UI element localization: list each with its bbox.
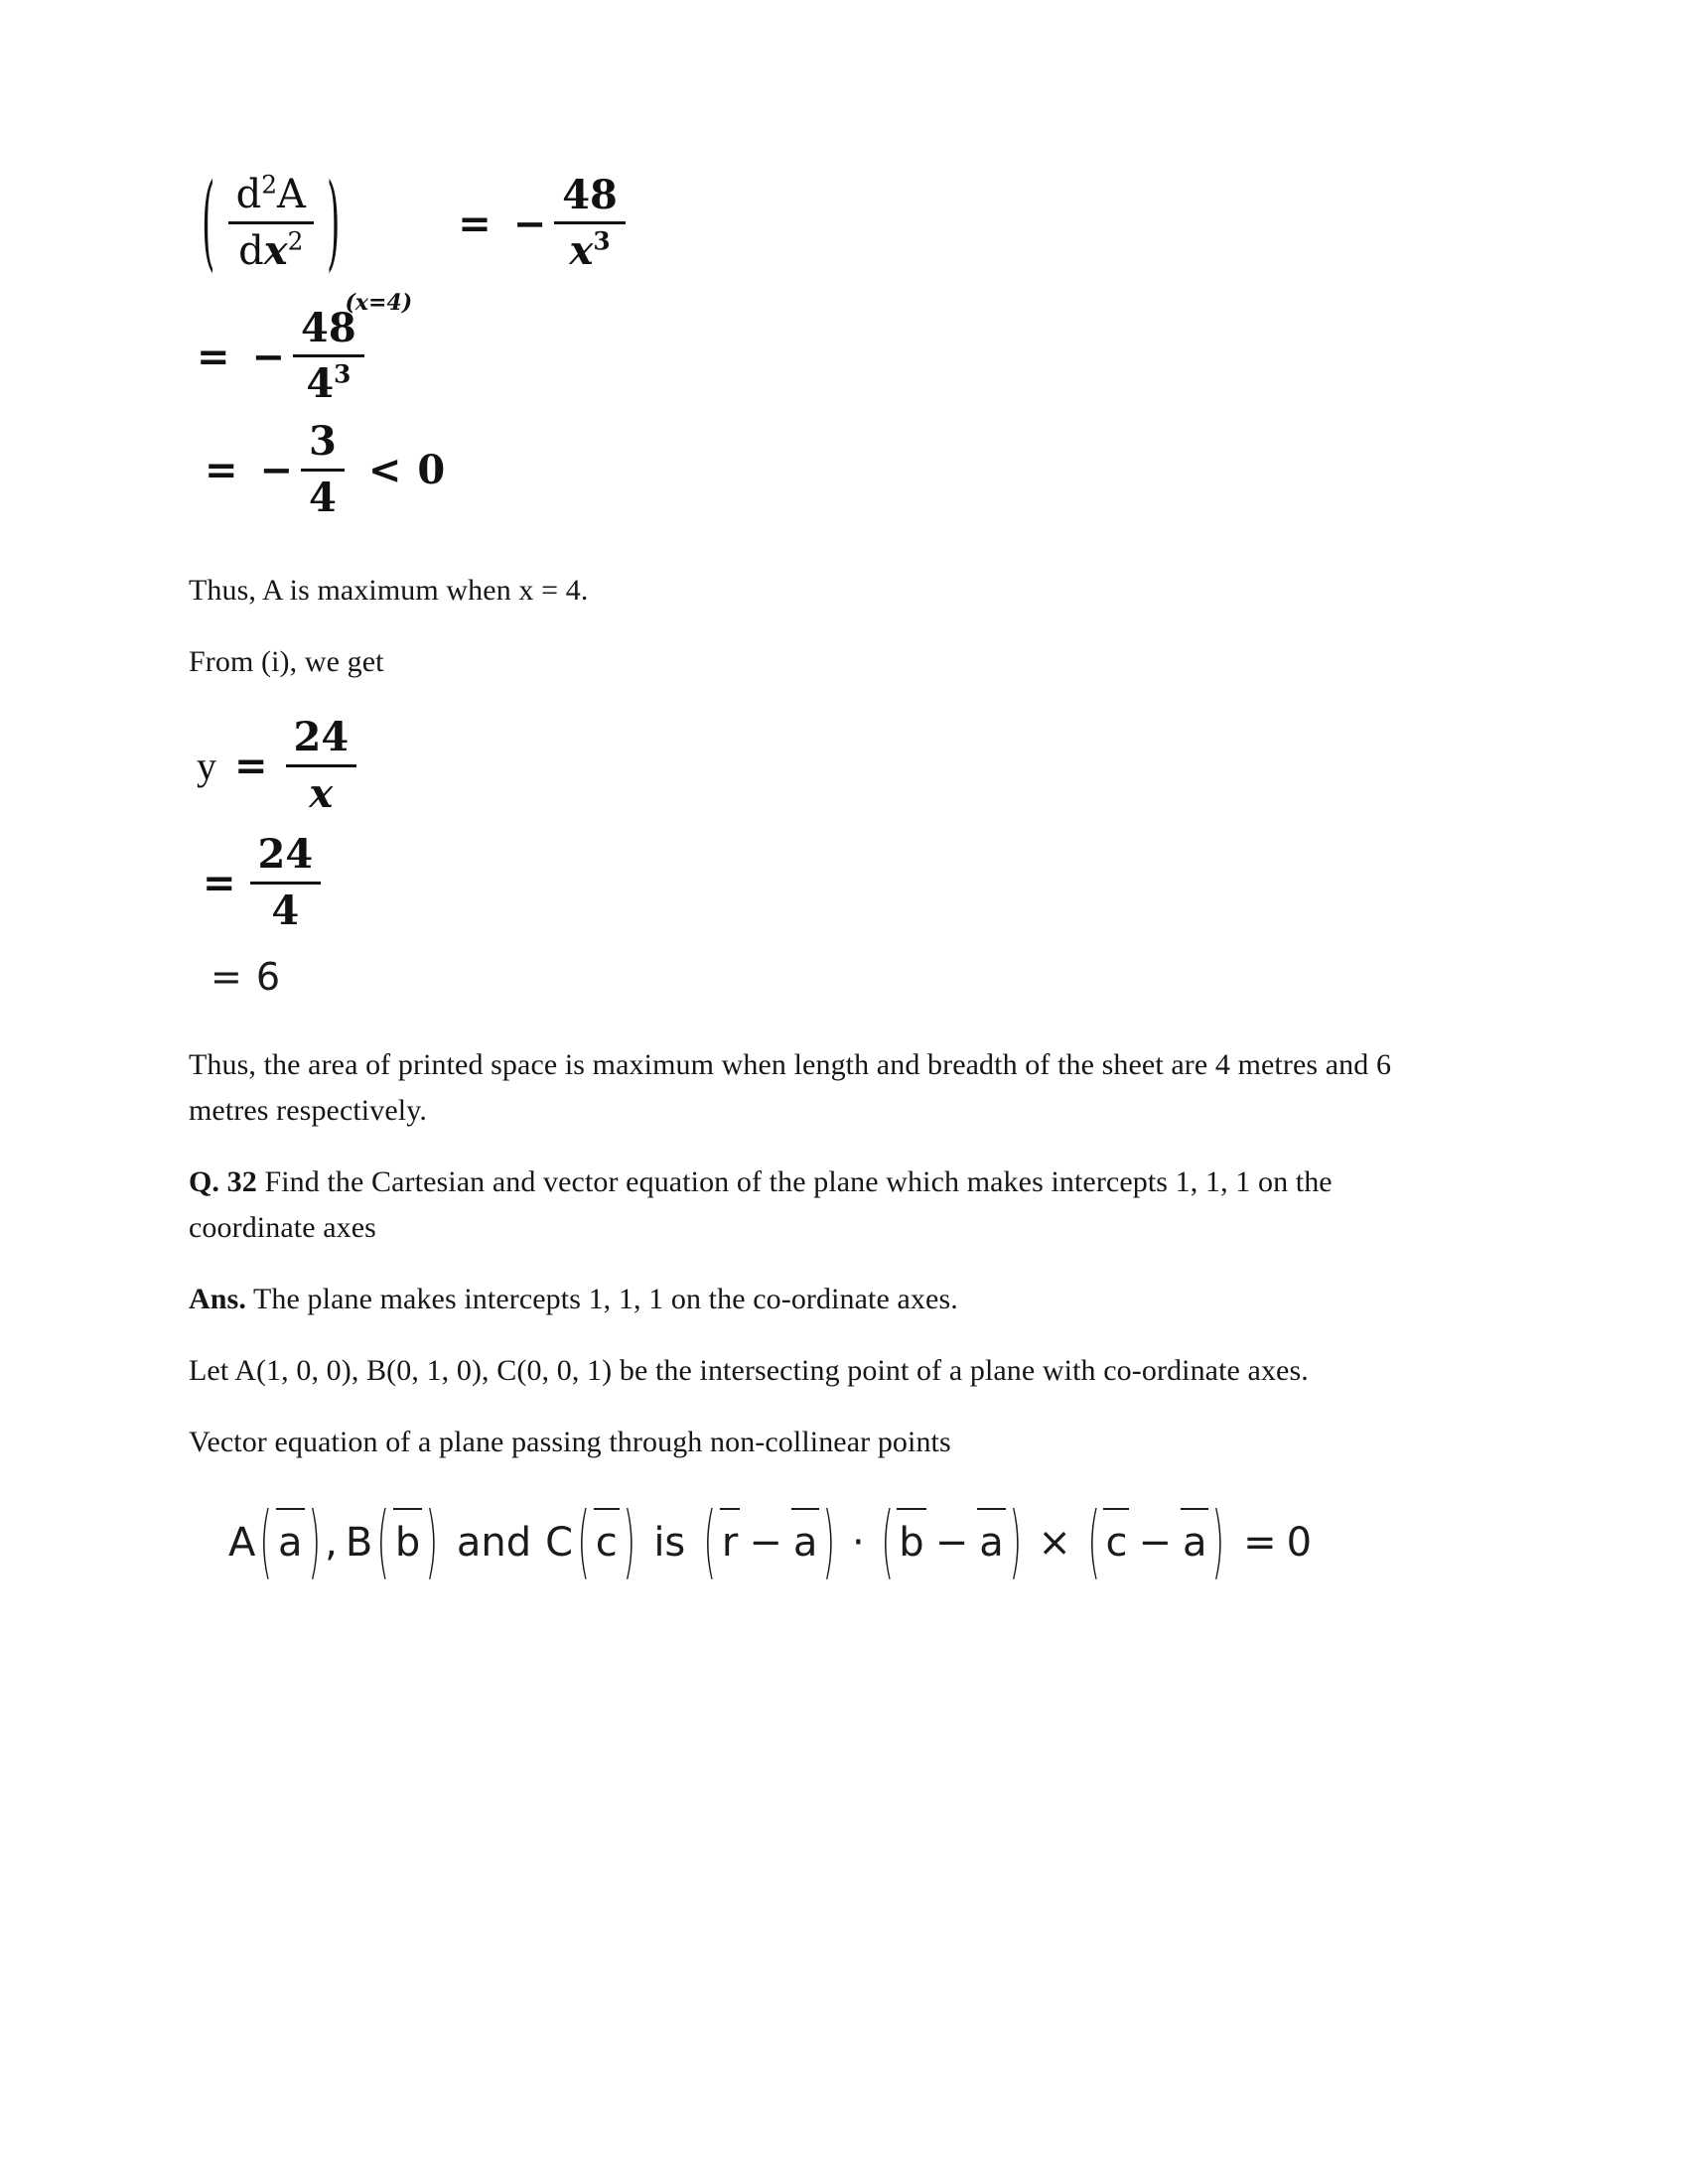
value-6: 6 bbox=[255, 955, 281, 999]
fraction-denominator: 4 bbox=[309, 474, 337, 521]
evaluation-subscript: (x=4) bbox=[345, 290, 413, 316]
point-C-label: C bbox=[545, 1520, 574, 1566]
minus-sign: − bbox=[251, 333, 286, 380]
question-text: Find the Cartesian and vector equation of the plane which makes intercepts 1, 1, 1 on the coordinate axes bbox=[189, 1165, 1333, 1244]
fraction-bar bbox=[286, 764, 357, 767]
fraction-bar bbox=[554, 221, 626, 224]
statement-let-points: Let A(1, 0, 0), B(0, 1, 0), C(0, 0, 1) be the intersecting point of a plane with co-ordinate axes. bbox=[189, 1354, 1309, 1387]
equation-second-derivative bbox=[197, 149, 1455, 316]
zero-value: 0 bbox=[417, 446, 446, 493]
exponent-2: 2 bbox=[287, 226, 304, 256]
vector-a: a bbox=[1182, 1520, 1207, 1566]
conclusion-sheet-dimensions: Thus, the area of printed space is maximum when length and breadth of the sheet are 4 metres and 6 metres respectively. bbox=[189, 1048, 1392, 1127]
variable-x: x bbox=[263, 227, 288, 274]
open-paren-icon: ( bbox=[881, 1497, 894, 1588]
verb-is: is bbox=[653, 1520, 686, 1566]
exponent-3: 3 bbox=[334, 359, 352, 389]
statement-vector-equation-intro: Vector equation of a plane passing through non-collinear points bbox=[189, 1426, 951, 1458]
equals-sign: = bbox=[205, 446, 238, 493]
dot-product-operator: · bbox=[851, 1520, 865, 1566]
equation-vector-plane bbox=[228, 1493, 1455, 1592]
fraction-3-over-4 bbox=[301, 418, 345, 521]
vector-a: a bbox=[792, 1520, 818, 1566]
variable-A: A bbox=[277, 171, 306, 217]
point-A-label: A bbox=[228, 1520, 256, 1566]
answer-intro bbox=[189, 1277, 1430, 1322]
vector-r: r bbox=[721, 1520, 739, 1566]
fraction-denominator bbox=[561, 226, 618, 274]
equals-sign: = bbox=[197, 333, 230, 380]
exponent-3: 3 bbox=[593, 226, 611, 256]
zero-value: 0 bbox=[1286, 1520, 1313, 1566]
fraction-numerator bbox=[228, 170, 314, 217]
equation-y-equals-24-over-x bbox=[197, 707, 1455, 824]
fraction-48-over-x3 bbox=[554, 171, 626, 274]
vector-a: a bbox=[277, 1520, 303, 1566]
fraction-24-over-x bbox=[286, 714, 357, 817]
fraction-numerator: 48 bbox=[301, 304, 356, 351]
fraction-denominator bbox=[298, 359, 358, 407]
fraction-48-over-4cubed bbox=[293, 304, 364, 407]
fraction-bar bbox=[293, 354, 364, 357]
conjunction-and: and bbox=[456, 1520, 532, 1566]
close-paren-icon: ) bbox=[425, 1497, 439, 1588]
equation-y-equals-6 bbox=[211, 941, 1455, 1013]
vector-c: c bbox=[595, 1520, 618, 1566]
close-paren-icon: ) bbox=[327, 164, 341, 283]
equals-sign: = bbox=[203, 859, 236, 906]
fraction-denominator: x bbox=[309, 769, 334, 817]
page-content bbox=[189, 149, 1455, 1592]
statement-from-i: From (i), we get bbox=[189, 645, 384, 678]
equation-negative-three-fourths bbox=[205, 415, 1455, 524]
vector-c: c bbox=[1105, 1520, 1128, 1566]
minus-sign: − bbox=[512, 200, 547, 247]
open-paren-icon: ( bbox=[202, 164, 215, 283]
close-paren-icon: ) bbox=[1212, 1497, 1225, 1588]
fraction-numerator: 24 bbox=[293, 714, 350, 761]
comma-separator: , bbox=[325, 1520, 338, 1566]
open-paren-icon: ( bbox=[577, 1497, 591, 1588]
open-paren-icon: ( bbox=[1087, 1497, 1100, 1588]
point-B-label: B bbox=[345, 1520, 373, 1566]
fraction-bar bbox=[228, 221, 314, 224]
minus-sign: − bbox=[1138, 1520, 1172, 1566]
exponent-2: 2 bbox=[261, 170, 277, 200]
variable-y: y bbox=[197, 743, 216, 788]
base-4: 4 bbox=[306, 360, 335, 407]
close-paren-icon: ) bbox=[1009, 1497, 1022, 1588]
fraction-denominator bbox=[230, 226, 311, 274]
equals-sign: = bbox=[458, 200, 492, 247]
vector-b: b bbox=[394, 1520, 421, 1566]
fraction-bar bbox=[301, 469, 345, 472]
vector-b: b bbox=[899, 1520, 924, 1566]
fraction-numerator: 48 bbox=[562, 171, 618, 218]
close-paren-icon: ) bbox=[308, 1497, 321, 1588]
fraction-d2A-dx2 bbox=[228, 170, 314, 274]
fraction-denominator: 4 bbox=[271, 887, 300, 934]
cross-product-operator: × bbox=[1038, 1520, 1071, 1566]
answer-label: Ans. bbox=[189, 1283, 246, 1315]
question-number: Q. 32 bbox=[189, 1165, 257, 1198]
differential-d: d bbox=[235, 171, 262, 217]
close-paren-icon: ) bbox=[822, 1497, 836, 1588]
vector-a: a bbox=[979, 1520, 1004, 1566]
fraction-bar bbox=[250, 882, 322, 885]
open-paren-icon: ( bbox=[259, 1497, 273, 1588]
fraction-numerator: 3 bbox=[309, 418, 337, 466]
fraction-24-over-4 bbox=[250, 831, 322, 934]
equals-sign: = bbox=[234, 742, 268, 789]
answer-text: The plane makes intercepts 1, 1, 1 on the co-ordinate axes. bbox=[253, 1283, 958, 1315]
question-32 bbox=[189, 1160, 1430, 1251]
minus-sign: − bbox=[749, 1520, 782, 1566]
equals-sign: = bbox=[211, 955, 242, 999]
equals-sign: = bbox=[1243, 1520, 1277, 1566]
answer-spacer bbox=[246, 1283, 253, 1315]
statement-max-at-x4: Thus, A is maximum when x = 4. bbox=[189, 574, 589, 607]
minus-sign: − bbox=[934, 1520, 969, 1566]
less-than-sign: < bbox=[367, 446, 402, 493]
fraction-numerator: 24 bbox=[257, 831, 314, 879]
minus-sign: − bbox=[259, 446, 294, 493]
close-paren-icon: ) bbox=[623, 1497, 635, 1588]
open-paren-icon: ( bbox=[703, 1497, 717, 1588]
equation-24-over-4 bbox=[203, 824, 1455, 941]
open-paren-icon: ( bbox=[376, 1497, 390, 1588]
variable-x: x bbox=[569, 227, 594, 274]
differential-d: d bbox=[238, 228, 264, 274]
